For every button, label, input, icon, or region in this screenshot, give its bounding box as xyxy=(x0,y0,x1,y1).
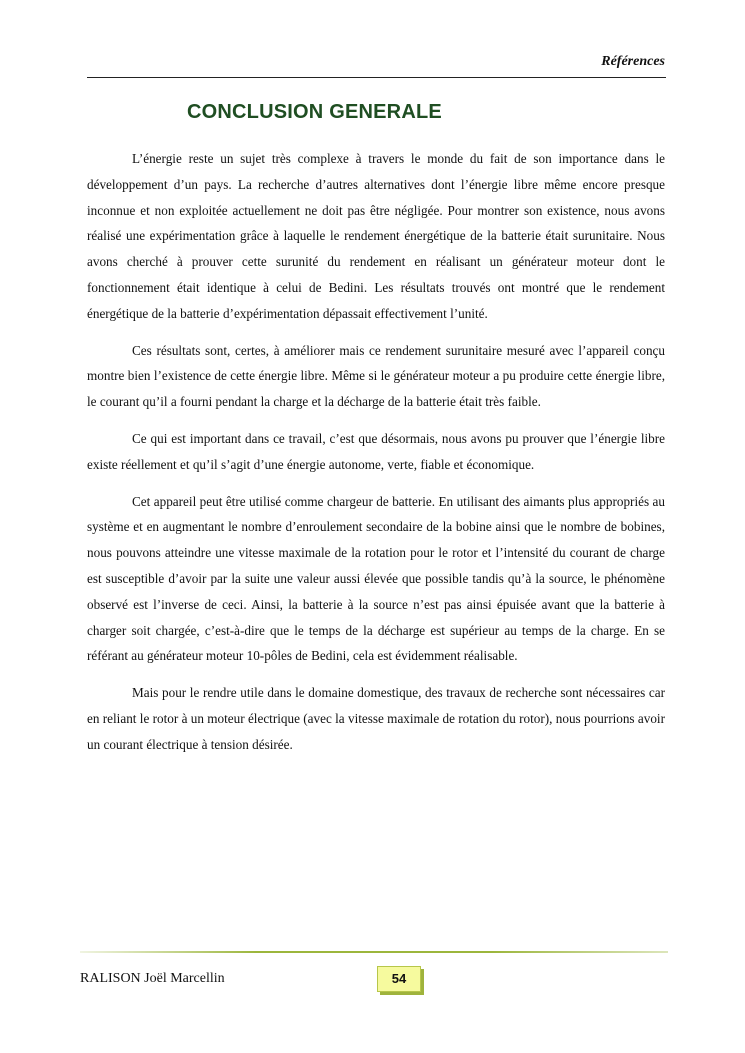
page-title: CONCLUSION GENERALE xyxy=(187,101,442,123)
paragraph-3: Ce qui est important dans ce travail, c’est que désormais, nous avons pu prouver que l’énergie libre existe réellement et qu’il s’agit d’une énergie autonome, verte, fiable et économique. xyxy=(87,430,665,472)
footer-divider xyxy=(80,951,668,953)
paragraph-5: Mais pour le rendre utile dans le domaine domestique, des travaux de recherche sont nécessaires car en reliant le rotor à un moteur électrique (avec la vitesse maximale de rotation du rotor), nous pourrions avoir un courant électrique à tension désirée. xyxy=(87,685,665,752)
conclusion-body xyxy=(87,146,665,769)
paragraph-4: Cet appareil peut être utilisé comme chargeur de batterie. En utilisant des aimants plus appropriés au système et en augmentant le nombre d’enroulement secondaire de la bobine ainsi que le nombre de bobines, nous pouvons atteindre une vitesse maximale de la rotation pour le rotor et l’intensité du courant de charge est susceptible d’avoir par la suite une valeur aussi élevée que possible tandis qu’à la source, le phénomène observé est l’inverse de ceci. Ainsi, la batterie à la source n’est pas ainsi épuisée avant que la batterie à charger soit chargée, c’est-à-dire que le temps de la décharge est supérieur au temps de la charge. En se référant au générateur moteur 10-pôles de Bedini, cela est évidemment réalisable. xyxy=(87,493,665,664)
footer-author: RALISON Joël Marcellin xyxy=(80,971,225,986)
header-divider xyxy=(87,77,666,78)
paragraph-2: Ces résultats sont, certes, à améliorer mais ce rendement surunitaire mesuré avec l’appareil conçu montre bien l’existence de cette énergie libre. Même si le générateur moteur a pu produire cette énergie libre, le courant qu’il a fourni pendant la charge et la décharge de la batterie était très faible. xyxy=(87,342,665,410)
page-number-badge: 54 xyxy=(377,966,421,992)
paragraph-1: L’énergie reste un sujet très complexe à travers le monde du fait de son importance dans le développement d’un pays. La recherche d’autres alternatives dont l’énergie libre même encore presque inconnue et non exploitée actuellement ne doit pas être négligée. Pour montrer son existence, nous avons réalisé une expérimentation grâce à laquelle le rendement énergétique de la batterie était surunitaire. Nous avons cherché à prouver cette surunité du rendement en réalisant un générateur moteur dont le fonctionnement était identique à celui de Bedini. Les résultats trouvés ont montré que le rendement énergétique de la batterie d’expérimentation dépassait effectivement l’unité. xyxy=(87,151,665,321)
running-header-label: Références xyxy=(601,54,665,69)
